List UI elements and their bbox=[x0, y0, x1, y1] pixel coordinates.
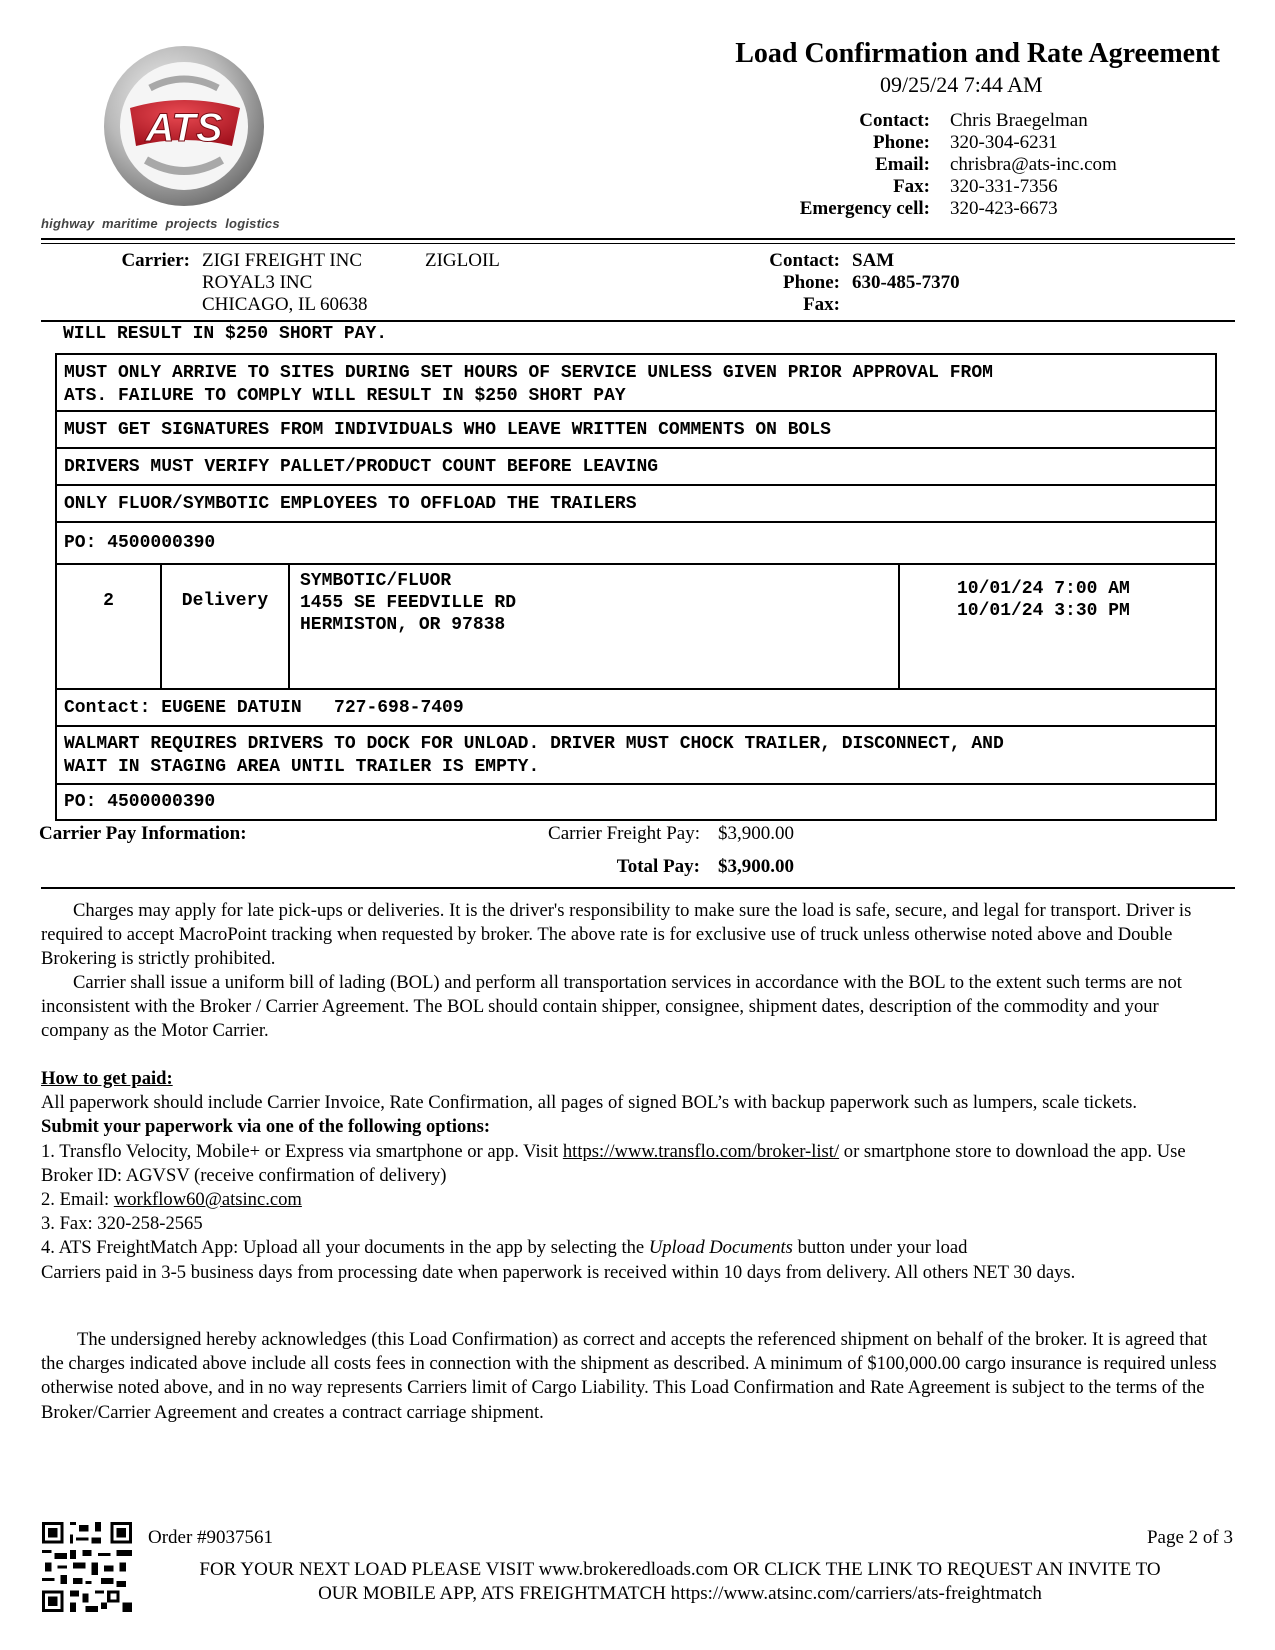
carrier-city: CHICAGO, IL 60638 bbox=[202, 294, 368, 315]
total-pay-value: $3,900.00 bbox=[718, 856, 794, 877]
document-title: Load Confirmation and Rate Agreement bbox=[735, 38, 1220, 69]
pay-section-label: Carrier Pay Information: bbox=[39, 823, 247, 844]
payment-intro: All paperwork should include Carrier Invoice, Rate Confirmation, all pages of signed BOL’s with backup paperwork such as lumpers, scale tickets. bbox=[41, 1092, 1138, 1114]
pay-divider bbox=[41, 887, 1235, 889]
note-text: DRIVERS MUST VERIFY PALLET/PRODUCT COUNT BEFORE LEAVING bbox=[64, 457, 659, 477]
note-row bbox=[55, 410, 1217, 449]
email-label: Email: bbox=[875, 154, 930, 175]
payment-section bbox=[41, 1067, 1221, 1285]
acknowledgement-paragraph: The undersigned hereby acknowledges (this Load Confirmation) as correct and accepts the referenced shipment on behalf of the broker. It is agreed that the charges indicated above include all costs fees in connection with the shipment as described. A minimum of $100,000.00 cargo insurance is required unless otherwise noted above, and in no way represents Carriers limit of Cargo Liability. This Load Confirmation and Rate Agreement is subject to the terms of the Broker/Carrier Agreement and creates a contract carriage shipment. bbox=[41, 1329, 1217, 1423]
carrier-code: ZIGLOIL bbox=[425, 250, 500, 271]
stop-name: SYMBOTIC/FLUOR bbox=[300, 571, 452, 591]
note-text: ONLY FLUOR/SYMBOTIC EMPLOYEES TO OFFLOAD THE TRAILERS bbox=[64, 494, 637, 514]
column-divider bbox=[160, 565, 162, 688]
stop-address bbox=[300, 570, 516, 636]
note-text: MUST ONLY ARRIVE TO SITES DURING SET HOURS OF SERVICE UNLESS GIVEN PRIOR APPROVAL FROM ATS. FAILURE TO COMPLY WILL RESULT IN $250 SHORT PAY bbox=[64, 363, 993, 406]
stop-number: 2 bbox=[103, 591, 114, 611]
footer-line-2: OUR MOBILE APP, ATS FREIGHTMATCH https://www.atsinc.com/carriers/ats-freightmatch bbox=[318, 1583, 1042, 1604]
carrier-divider bbox=[41, 320, 1235, 322]
option-1-text-end: or smartphone store to download the app. Use Broker ID: AGVSV (receive confirmation of delivery) bbox=[41, 1140, 1186, 1186]
note-row bbox=[55, 484, 1217, 523]
option-4-text: 4. ATS FreightMatch App: Upload all your documents in the app by selecting the bbox=[41, 1237, 649, 1259]
payment-terms-line: Carriers paid in 3-5 business days from processing date when paperwork is received within 10 days from delivery. All others NET 30 days. bbox=[41, 1261, 1076, 1283]
emergency-cell-label: Emergency cell: bbox=[799, 198, 930, 219]
carrier-name: ZIGI FREIGHT INC bbox=[202, 250, 363, 271]
column-divider bbox=[898, 565, 900, 688]
payment-option-4 bbox=[41, 1236, 1221, 1260]
workflow-email-link[interactable]: workflow60@atsinc.com bbox=[113, 1189, 302, 1211]
freight-pay-label: Carrier Freight Pay: bbox=[548, 823, 700, 844]
stop-time-end: 10/01/24 3:30 PM bbox=[957, 601, 1130, 621]
payment-option-3: 3. Fax: 320-258-2565 bbox=[41, 1213, 203, 1235]
carrier-contact-label: Contact: bbox=[769, 250, 840, 271]
logo-tagline: highway maritime projects logistics bbox=[41, 216, 280, 231]
transflo-link[interactable]: https://www.transflo.com/broker-list/ bbox=[562, 1140, 840, 1162]
stop-contact: Contact: EUGENE DATUIN 727-698-7409 bbox=[64, 698, 464, 718]
stop-time-start: 10/01/24 7:00 AM bbox=[957, 579, 1130, 599]
payment-heading: How to get paid: bbox=[41, 1068, 173, 1089]
carrier-label: Carrier: bbox=[121, 250, 190, 271]
option-1-text: 1. Transflo Velocity, Mobile+ or Express via smartphone or app. Visit bbox=[41, 1140, 563, 1162]
stop-row bbox=[55, 563, 1217, 690]
header-divider-thin bbox=[41, 243, 1235, 244]
order-number: Order #9037561 bbox=[148, 1527, 274, 1548]
qr-code[interactable] bbox=[42, 1522, 132, 1612]
upload-documents-text: Upload Documents bbox=[648, 1237, 793, 1259]
stop-instructions: WALMART REQUIRES DRIVERS TO DOCK FOR UNLOAD. DRIVER MUST CHOCK TRAILER, DISCONNECT, AND WAIT IN STAGING AREA UNTIL TRAILER IS EMPTY. bbox=[64, 734, 1004, 777]
phone-value: 320-304-6231 bbox=[950, 132, 1058, 153]
stop-instructions-row bbox=[55, 725, 1217, 785]
stop-street: 1455 SE FEEDVILLE RD bbox=[300, 593, 517, 613]
terms-paragraph-2: Carrier shall issue a uniform bill of lading (BOL) and perform all transportation services in accordance with the BOL to the extent such terms are not inconsistent with the Broker / Carrier Agreement. The BOL should contain shipper, consignee, shipment dates, description of the commodity and your company as the Motor Carrier. bbox=[41, 972, 1182, 1042]
note-row bbox=[55, 353, 1217, 412]
po-number: PO: 4500000390 bbox=[64, 533, 216, 553]
column-divider bbox=[288, 565, 290, 688]
stop-times bbox=[957, 578, 1130, 622]
carrier-phone-value: 630-485-7370 bbox=[852, 272, 960, 293]
contact-label: Contact: bbox=[859, 110, 930, 131]
carrier-phone-label: Phone: bbox=[783, 272, 840, 293]
stop-contact-row bbox=[55, 688, 1217, 727]
stop-city: HERMISTON, OR 97838 bbox=[300, 615, 506, 635]
total-pay-label: Total Pay: bbox=[616, 856, 700, 877]
terms-paragraph-1: Charges may apply for late pick-ups or deliveries. It is the driver's responsibility to make sure the load is safe, secure, and legal for transport. Driver is required to accept MacroPoint tracking when requested by broker. The above rate is for exclusive use of truck unless otherwise noted above and Double Brokering is strictly prohibited. bbox=[41, 900, 1192, 970]
emergency-cell-value: 320-423-6673 bbox=[950, 198, 1058, 219]
document-datetime: 09/25/24 7:44 AM bbox=[880, 72, 1043, 97]
payment-option-1 bbox=[41, 1140, 1221, 1188]
note-carryover: WILL RESULT IN $250 SHORT PAY. bbox=[63, 324, 388, 344]
carrier-fax-label: Fax: bbox=[803, 294, 840, 315]
option-4-text-end: button under your load bbox=[792, 1237, 968, 1259]
logo-text: ATS bbox=[145, 106, 223, 150]
note-row bbox=[55, 447, 1217, 486]
contact-value: Chris Braegelman bbox=[950, 110, 1088, 131]
stop-po: PO: 4500000390 bbox=[64, 792, 216, 812]
option-2-text: 2. Email: bbox=[41, 1189, 114, 1211]
note-text: MUST GET SIGNATURES FROM INDIVIDUALS WHO LEAVE WRITTEN COMMENTS ON BOLS bbox=[64, 420, 831, 440]
stop-po-row bbox=[55, 783, 1217, 821]
email-value: chrisbra@ats-inc.com bbox=[950, 154, 1117, 175]
footer-line-1: FOR YOUR NEXT LOAD PLEASE VISIT www.brokeredloads.com OR CLICK THE LINK TO REQUEST AN INVITE TO bbox=[199, 1559, 1161, 1580]
submit-heading: Submit your paperwork via one of the following options: bbox=[41, 1116, 491, 1138]
page-number: Page 2 of 3 bbox=[1146, 1527, 1233, 1548]
ats-logo bbox=[100, 42, 268, 210]
freight-pay-value: $3,900.00 bbox=[718, 823, 794, 844]
carrier-contact-value: SAM bbox=[852, 250, 895, 271]
carrier-line2: ROYAL3 INC bbox=[202, 272, 313, 293]
header-divider bbox=[41, 238, 1235, 240]
po-row bbox=[55, 521, 1217, 565]
fax-value: 320-331-7356 bbox=[950, 176, 1058, 197]
fax-label: Fax: bbox=[893, 176, 930, 197]
stop-type: Delivery bbox=[181, 591, 269, 611]
payment-option-2 bbox=[41, 1188, 1221, 1212]
phone-label: Phone: bbox=[873, 132, 930, 153]
